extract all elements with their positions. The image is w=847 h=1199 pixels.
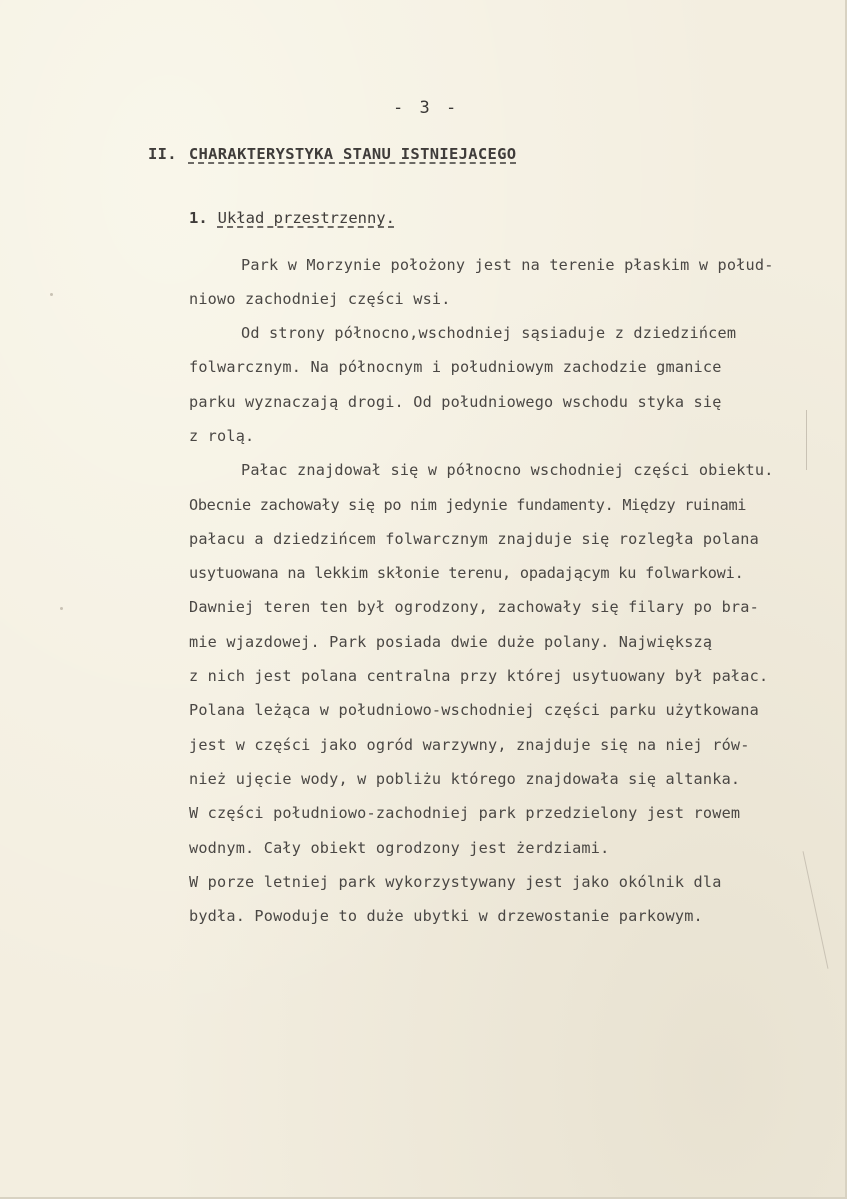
- body-line: Dawniej teren ten był ogrodzony, zachowały się filary po bra-: [189, 598, 759, 616]
- section-title: CHARAKTERYSTYKA STANU ISTNIEJACEGO: [188, 145, 517, 163]
- body-line: wodnym. Cały obiekt ogrodzony jest żerdziami.: [189, 839, 610, 857]
- body-line: parku wyznaczają drogi. Od południowego wschodu styka się: [189, 393, 722, 411]
- body-line: W części południowo-zachodniej park przedzielony jest rowem: [189, 804, 741, 822]
- scan-streak: [803, 851, 829, 969]
- body-line: pałacu a dziedzińcem folwarcznym znajduje się rozległa polana: [189, 530, 759, 548]
- body-line: nież ujęcie wody, w pobliżu którego znajdowała się altanka.: [189, 770, 741, 788]
- body-line: Od strony północno,wschodniej sąsiaduje z dziedzińcem: [241, 324, 737, 342]
- scan-speck: [60, 607, 63, 610]
- scan-streak: [806, 410, 807, 470]
- page-number: - 3 -: [393, 98, 460, 118]
- body-line: mie wjazdowej. Park posiada dwie duże polany. Największą: [189, 633, 713, 651]
- body-line: z rolą.: [189, 427, 255, 445]
- body-line: Park w Morzynie położony jest na terenie płaskim w połud-: [241, 256, 774, 274]
- body-line: usytuowana na lekkim skłonie terenu, opadającym ku folwarkowi.: [189, 564, 744, 582]
- body-line: Pałac znajdował się w północno wschodniej części obiektu.: [241, 461, 774, 479]
- section-heading: [148, 145, 516, 163]
- body-line: Obecnie zachowały się po nim jedynie fundamenty. Między ruinami: [189, 496, 747, 514]
- scan-speck: [50, 293, 53, 296]
- subsection-number: 1.: [189, 209, 208, 227]
- body-line: jest w części jako ogród warzywny, znajduje się na niej rów-: [189, 736, 750, 754]
- body-line: W porze letniej park wykorzystywany jest jako okólnik dla: [189, 873, 722, 891]
- body-line: niowo zachodniej części wsi.: [189, 290, 451, 308]
- body-line: z nich jest polana centralna przy której usytuowany był pałac.: [189, 667, 769, 685]
- section-number: II.: [148, 145, 177, 163]
- body-line: folwarcznym. Na północnym i południowym zachodzie gmanice: [189, 358, 722, 376]
- body-line: Polana leżąca w południowo-wschodniej części parku użytkowana: [189, 701, 759, 719]
- subsection-title: Układ przestrzenny.: [217, 209, 395, 227]
- body-line: bydła. Powoduje to duże ubytki w drzewostanie parkowym.: [189, 907, 703, 925]
- subsection-heading: [189, 209, 395, 227]
